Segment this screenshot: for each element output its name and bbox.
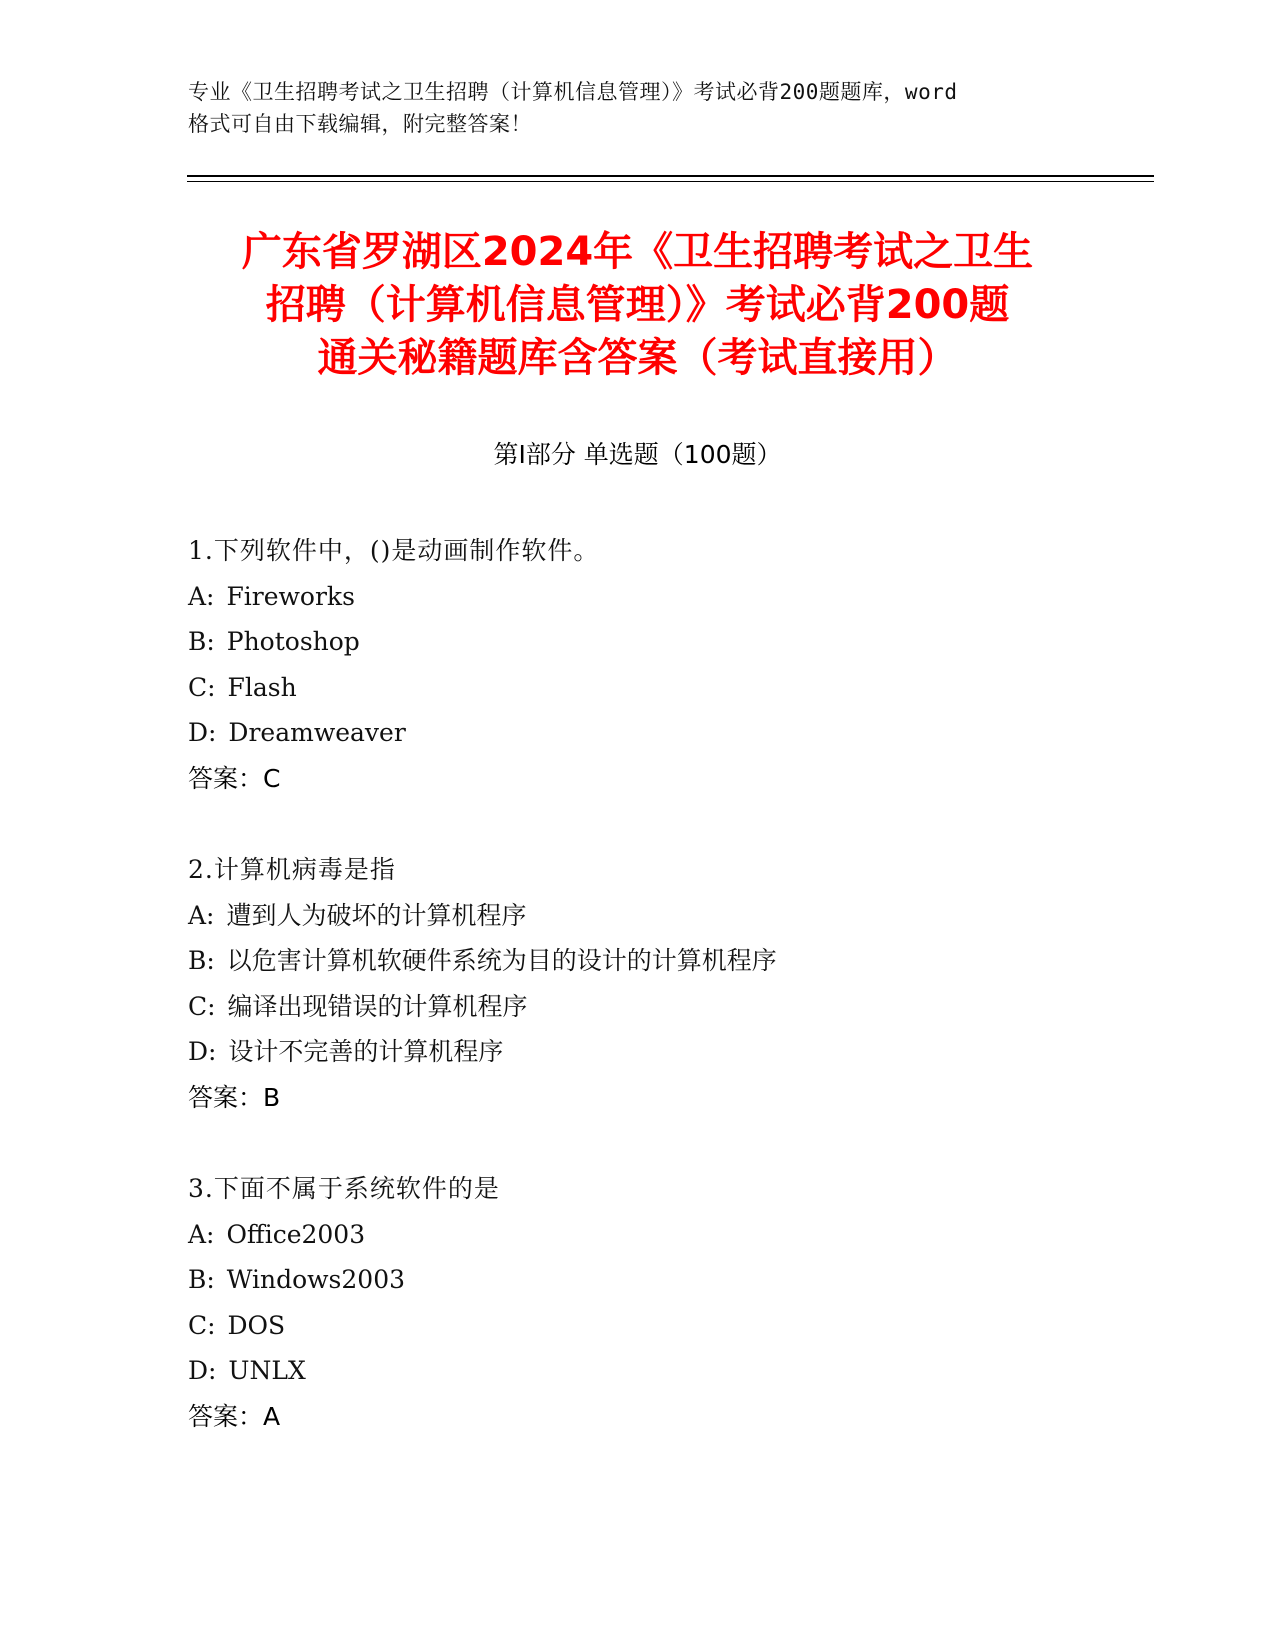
answer-line: 答案：A bbox=[188, 1401, 281, 1431]
option-text: Office2003 bbox=[226, 1219, 366, 1249]
question-list bbox=[188, 528, 1148, 1485]
option-text: DOS bbox=[227, 1310, 286, 1340]
option-letter: C: bbox=[188, 991, 216, 1021]
question-item bbox=[188, 528, 1148, 801]
option-letter: D: bbox=[188, 1356, 217, 1385]
document-title-line1: 广东省罗湖区2024年《卫生招聘考试之卫生 bbox=[241, 229, 1034, 275]
option-d bbox=[188, 1348, 1148, 1394]
header-note-line1: 专业《卫生招聘考试之卫生招聘（计算机信息管理）》考试必背200题题库，word bbox=[188, 80, 958, 104]
header-note-line2: 格式可自由下载编辑，附完整答案！ bbox=[188, 112, 532, 136]
option-letter: B: bbox=[188, 946, 215, 975]
question-item bbox=[188, 1166, 1148, 1439]
option-d bbox=[188, 710, 1148, 756]
answer-line: 答案：B bbox=[188, 1082, 281, 1112]
option-letter: B: bbox=[188, 1265, 215, 1294]
option-c bbox=[188, 665, 1148, 711]
option-letter: A: bbox=[188, 900, 215, 930]
header-divider-thin bbox=[187, 181, 1154, 182]
question-item bbox=[188, 847, 1148, 1120]
option-b bbox=[188, 619, 1148, 665]
option-letter: A: bbox=[188, 581, 215, 611]
option-text: UNLX bbox=[228, 1356, 306, 1385]
option-text: 编译出现错误的计算机程序 bbox=[227, 991, 528, 1021]
option-text: 遭到人为破坏的计算机程序 bbox=[226, 900, 527, 930]
option-b bbox=[188, 1257, 1148, 1303]
option-text: Fireworks bbox=[226, 581, 355, 611]
option-text: Photoshop bbox=[226, 627, 360, 656]
option-letter: D: bbox=[188, 718, 217, 747]
question-stem: 3.下面不属于系统软件的是 bbox=[188, 1174, 500, 1203]
option-a bbox=[188, 893, 1148, 939]
option-text: 设计不完善的计算机程序 bbox=[228, 1037, 504, 1066]
option-letter: C: bbox=[188, 1310, 216, 1340]
document-title-line2: 招聘（计算机信息管理）》考试必背200题 bbox=[265, 282, 1010, 328]
option-c bbox=[188, 984, 1148, 1030]
option-text: Flash bbox=[227, 672, 297, 702]
document-title-line3: 通关秘籍题库含答案（考试直接用） bbox=[317, 335, 958, 381]
question-stem: 2.计算机病毒是指 bbox=[188, 855, 396, 884]
header-note bbox=[188, 76, 1088, 140]
option-letter: D: bbox=[188, 1037, 217, 1066]
option-a bbox=[188, 574, 1148, 620]
option-c bbox=[188, 1303, 1148, 1349]
document-title bbox=[170, 226, 1105, 385]
option-text: 以危害计算机软硬件系统为目的设计的计算机程序 bbox=[226, 946, 777, 975]
section-heading: 第Ⅰ部分 单选题（100题） bbox=[493, 440, 782, 469]
option-a bbox=[188, 1212, 1148, 1258]
option-text: Windows2003 bbox=[226, 1265, 406, 1294]
option-b bbox=[188, 938, 1148, 984]
option-letter: A: bbox=[188, 1219, 215, 1249]
option-text: Dreamweaver bbox=[228, 718, 406, 747]
answer-line: 答案：C bbox=[188, 763, 281, 793]
header-divider-thick bbox=[187, 175, 1154, 177]
option-letter: B: bbox=[188, 627, 215, 656]
option-d bbox=[188, 1029, 1148, 1075]
question-stem: 1.下列软件中，()是动画制作软件。 bbox=[188, 536, 600, 565]
option-letter: C: bbox=[188, 672, 216, 702]
